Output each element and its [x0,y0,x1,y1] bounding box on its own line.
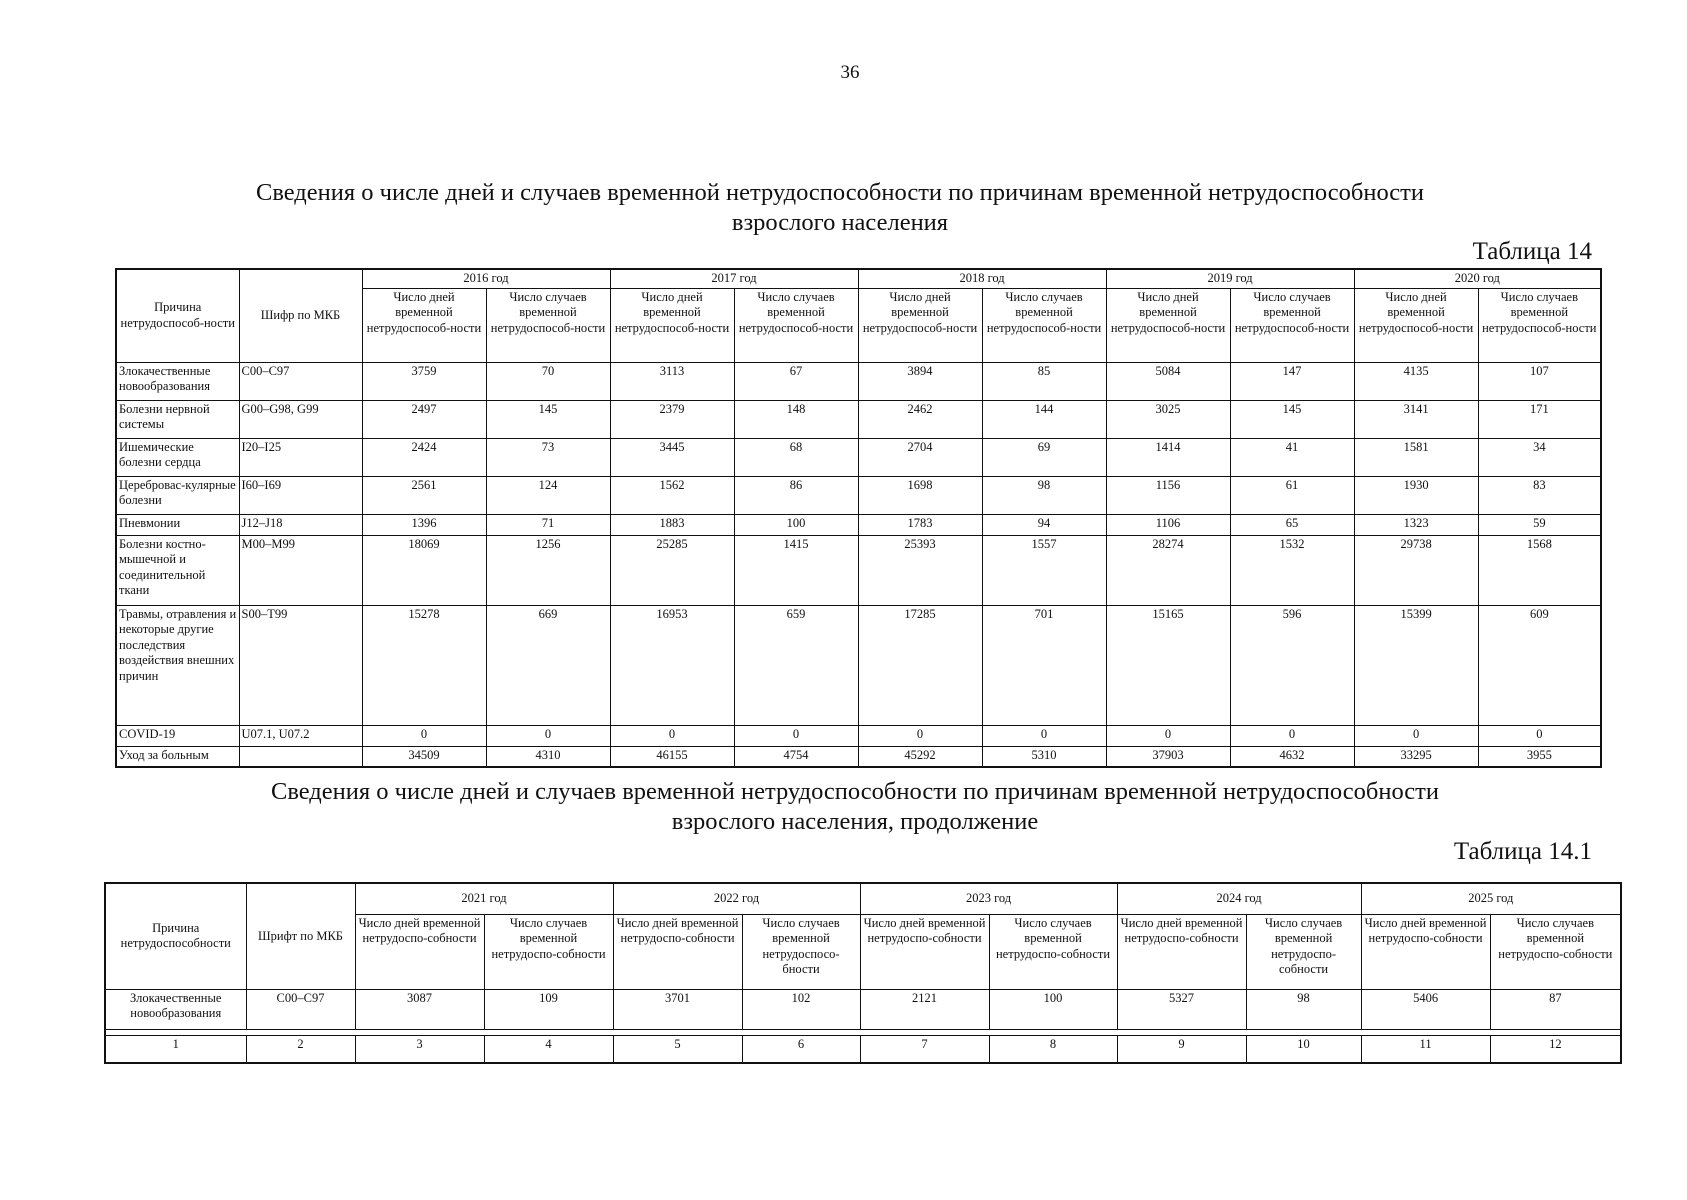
column-number: 7 [860,1035,989,1063]
header-cause: Причина нетрудоспособности [105,883,246,989]
table-row [116,438,1601,476]
cell-value: 71 [486,514,610,535]
table-row [116,362,1601,400]
cell-value: 5084 [1106,362,1230,400]
cell-value: 701 [982,605,1106,725]
table-row [116,514,1601,535]
cell-value: 2379 [610,400,734,438]
header-cause: Причина нетрудоспособ-ности [116,269,239,362]
table1-title-line2: взрослого населения [731,209,949,236]
cell-value: 1698 [858,476,982,514]
header-days: Число дней временной нетрудоспособ-ности [610,288,734,362]
cell-value: 0 [362,725,486,746]
cell-value: 3955 [1478,746,1601,767]
cell-value: 0 [610,725,734,746]
row-code: I60–I69 [239,476,362,514]
table-row [116,535,1601,605]
header-cases: Число случаев временной нетрудоспособ-ности [1230,288,1354,362]
cell-value: 0 [858,725,982,746]
column-number: 12 [1490,1035,1621,1063]
cell-value: 1581 [1354,438,1478,476]
header-cases: Число случаев временной нетрудоспособ-ности [1478,288,1601,362]
column-number: 4 [484,1035,613,1063]
cell-value: 15278 [362,605,486,725]
cell-value: 1557 [982,535,1106,605]
cell-value: 1783 [858,514,982,535]
cell-value: 124 [486,476,610,514]
row-code: C00–C97 [246,989,355,1029]
cell-value: 1568 [1478,535,1601,605]
header-year: 2025 год [1361,883,1621,914]
cell-value: 2424 [362,438,486,476]
table-row [116,476,1601,514]
header-days: Число дней временной нетрудоспособ-ности [1106,288,1230,362]
header-cases: Число случаев временной нетрудоспособ-ности [734,288,858,362]
cell-value: 5406 [1361,989,1490,1029]
cell-value: 1156 [1106,476,1230,514]
header-code: Шрифт по МКБ [246,883,355,989]
header-year: 2019 год [1106,269,1354,288]
row-code: G00–G98, G99 [239,400,362,438]
column-number: 11 [1361,1035,1490,1063]
cell-value: 145 [486,400,610,438]
table-row [105,989,1621,1029]
cell-value: 1323 [1354,514,1478,535]
cell-value: 102 [742,989,860,1029]
cell-value: 3894 [858,362,982,400]
cell-value: 145 [1230,400,1354,438]
table-14 [115,268,1602,768]
header-year: 2021 год [355,883,613,914]
header-cases: Число случаев временной нетрудоспосо-бности [742,914,860,989]
cell-value: 28274 [1106,535,1230,605]
header-days: Число дней временной нетрудоспособ-ности [1354,288,1478,362]
header-days: Число дней временной нетрудоспособ-ности [858,288,982,362]
cell-value: 0 [1106,725,1230,746]
row-code: C00–C97 [239,362,362,400]
cell-value: 87 [1490,989,1621,1029]
row-code: U07.1, U07.2 [239,725,362,746]
row-code: M00–M99 [239,535,362,605]
row-cause: Пневмонии [116,514,239,535]
cell-value: 0 [1354,725,1478,746]
header-year: 2016 год [362,269,610,288]
cell-value: 659 [734,605,858,725]
cell-value: 0 [1478,725,1601,746]
column-number: 5 [613,1035,742,1063]
row-code: S00–T99 [239,605,362,725]
header-year: 2020 год [1354,269,1601,288]
header-days: Число дней временной нетрудоспо-собности [1117,914,1246,989]
row-cause: COVID-19 [116,725,239,746]
header-cases: Число случаев временной нетрудоспособ-ности [486,288,610,362]
cell-value: 2121 [860,989,989,1029]
column-number: 8 [989,1035,1117,1063]
cell-value: 147 [1230,362,1354,400]
cell-value: 3759 [362,362,486,400]
header-code: Шифр по МКБ [239,269,362,362]
cell-value: 148 [734,400,858,438]
header-days: Число дней временной нетрудоспо-собности [355,914,484,989]
header-year: 2023 год [860,883,1117,914]
cell-value: 4754 [734,746,858,767]
cell-value: 29738 [1354,535,1478,605]
row-cause: Болезни костно-мышечной и соединительной ткани [116,535,239,605]
header-cases: Число случаев временной нетрудоспо-собности [989,914,1117,989]
row-cause: Цереброваc-кулярные болезни [116,476,239,514]
cell-value: 94 [982,514,1106,535]
cell-value: 3141 [1354,400,1478,438]
cell-value: 2561 [362,476,486,514]
row-cause: Злокачественные новообразования [116,362,239,400]
header-days: Число дней временной нетрудоспо-собности [613,914,742,989]
cell-value: 1562 [610,476,734,514]
table2-title-line1: Сведения о числе дней и случаев временной нетрудоспособности по причинам временной нетрудоспособности [270,778,1439,805]
cell-value: 109 [484,989,613,1029]
table2-title-line2: взрослого населения, продолжение [671,808,1039,835]
header-cases: Число случаев временной нетрудоспособ-ности [982,288,1106,362]
column-number: 9 [1117,1035,1246,1063]
cell-value: 0 [734,725,858,746]
header-cases: Число случаев временной нетрудоспо-собности [1490,914,1621,989]
column-number: 2 [246,1035,355,1063]
page-number: 36 [840,62,860,83]
table1-title [180,178,1500,238]
numbering-row [105,1035,1621,1063]
cell-value: 100 [989,989,1117,1029]
cell-value: 15165 [1106,605,1230,725]
column-number: 10 [1246,1035,1361,1063]
cell-value: 59 [1478,514,1601,535]
column-number: 3 [355,1035,484,1063]
cell-value: 67 [734,362,858,400]
cell-value: 100 [734,514,858,535]
cell-value: 25285 [610,535,734,605]
cell-value: 3701 [613,989,742,1029]
header-year: 2022 год [613,883,860,914]
cell-value: 1930 [1354,476,1478,514]
cell-value: 68 [734,438,858,476]
cell-value: 1414 [1106,438,1230,476]
cell-value: 1883 [610,514,734,535]
cell-value: 83 [1478,476,1601,514]
row-cause: Болезни нервной системы [116,400,239,438]
cell-value: 34 [1478,438,1601,476]
cell-value: 46155 [610,746,734,767]
cell-value: 3445 [610,438,734,476]
table1-title-line1: Сведения о числе дней и случаев временной нетрудоспособности по причинам временной нетрудоспособности [255,179,1424,206]
header-year: 2018 год [858,269,1106,288]
table2-label: Таблица 14.1 [1453,838,1592,865]
cell-value: 61 [1230,476,1354,514]
table1-label: Таблица 14 [1472,238,1592,265]
cell-value: 3025 [1106,400,1230,438]
cell-value: 69 [982,438,1106,476]
cell-value: 1396 [362,514,486,535]
cell-value: 1415 [734,535,858,605]
cell-value: 16953 [610,605,734,725]
table-row [116,400,1601,438]
cell-value: 5327 [1117,989,1246,1029]
cell-value: 1256 [486,535,610,605]
table-14-1 [104,882,1622,1064]
cell-value: 4135 [1354,362,1478,400]
cell-value: 596 [1230,605,1354,725]
cell-value: 85 [982,362,1106,400]
row-code: I20–I25 [239,438,362,476]
cell-value: 65 [1230,514,1354,535]
cell-value: 25393 [858,535,982,605]
column-number: 6 [742,1035,860,1063]
row-cause: Травмы, отравления и некоторые другие последствия воздействия внешних причин [116,605,239,725]
cell-value: 107 [1478,362,1601,400]
table2-title [210,777,1500,837]
cell-value: 17285 [858,605,982,725]
cell-value: 0 [1230,725,1354,746]
header-days: Число дней временной нетрудоспо-собности [1361,914,1490,989]
cell-value: 0 [486,725,610,746]
cell-value: 4310 [486,746,610,767]
row-cause: Уход за больным [116,746,239,767]
cell-value: 98 [982,476,1106,514]
row-code: J12–J18 [239,514,362,535]
cell-value: 2704 [858,438,982,476]
cell-value: 98 [1246,989,1361,1029]
header-days: Число дней временной нетрудоспособ-ности [362,288,486,362]
cell-value: 86 [734,476,858,514]
cell-value: 2462 [858,400,982,438]
header-days: Число дней временной нетрудоспо-собности [860,914,989,989]
header-year: 2024 год [1117,883,1361,914]
row-cause: Ишемические болезни сердца [116,438,239,476]
cell-value: 5310 [982,746,1106,767]
cell-value: 669 [486,605,610,725]
cell-value: 33295 [1354,746,1478,767]
cell-value: 70 [486,362,610,400]
cell-value: 73 [486,438,610,476]
cell-value: 144 [982,400,1106,438]
row-code [239,746,362,767]
cell-value: 2497 [362,400,486,438]
column-number: 1 [105,1035,246,1063]
cell-value: 3087 [355,989,484,1029]
table-row [116,725,1601,746]
cell-value: 609 [1478,605,1601,725]
row-cause: Злокачественные новообразования [105,989,246,1029]
cell-value: 34509 [362,746,486,767]
cell-value: 41 [1230,438,1354,476]
cell-value: 4632 [1230,746,1354,767]
table-row [116,746,1601,767]
table-row [116,605,1601,725]
header-year: 2017 год [610,269,858,288]
cell-value: 3113 [610,362,734,400]
header-cases: Число случаев временной нетрудоспо-собности [1246,914,1361,989]
cell-value: 0 [982,725,1106,746]
cell-value: 171 [1478,400,1601,438]
header-cases: Число случаев временной нетрудоспо-собности [484,914,613,989]
cell-value: 45292 [858,746,982,767]
cell-value: 15399 [1354,605,1478,725]
cell-value: 37903 [1106,746,1230,767]
cell-value: 1106 [1106,514,1230,535]
cell-value: 18069 [362,535,486,605]
cell-value: 1532 [1230,535,1354,605]
